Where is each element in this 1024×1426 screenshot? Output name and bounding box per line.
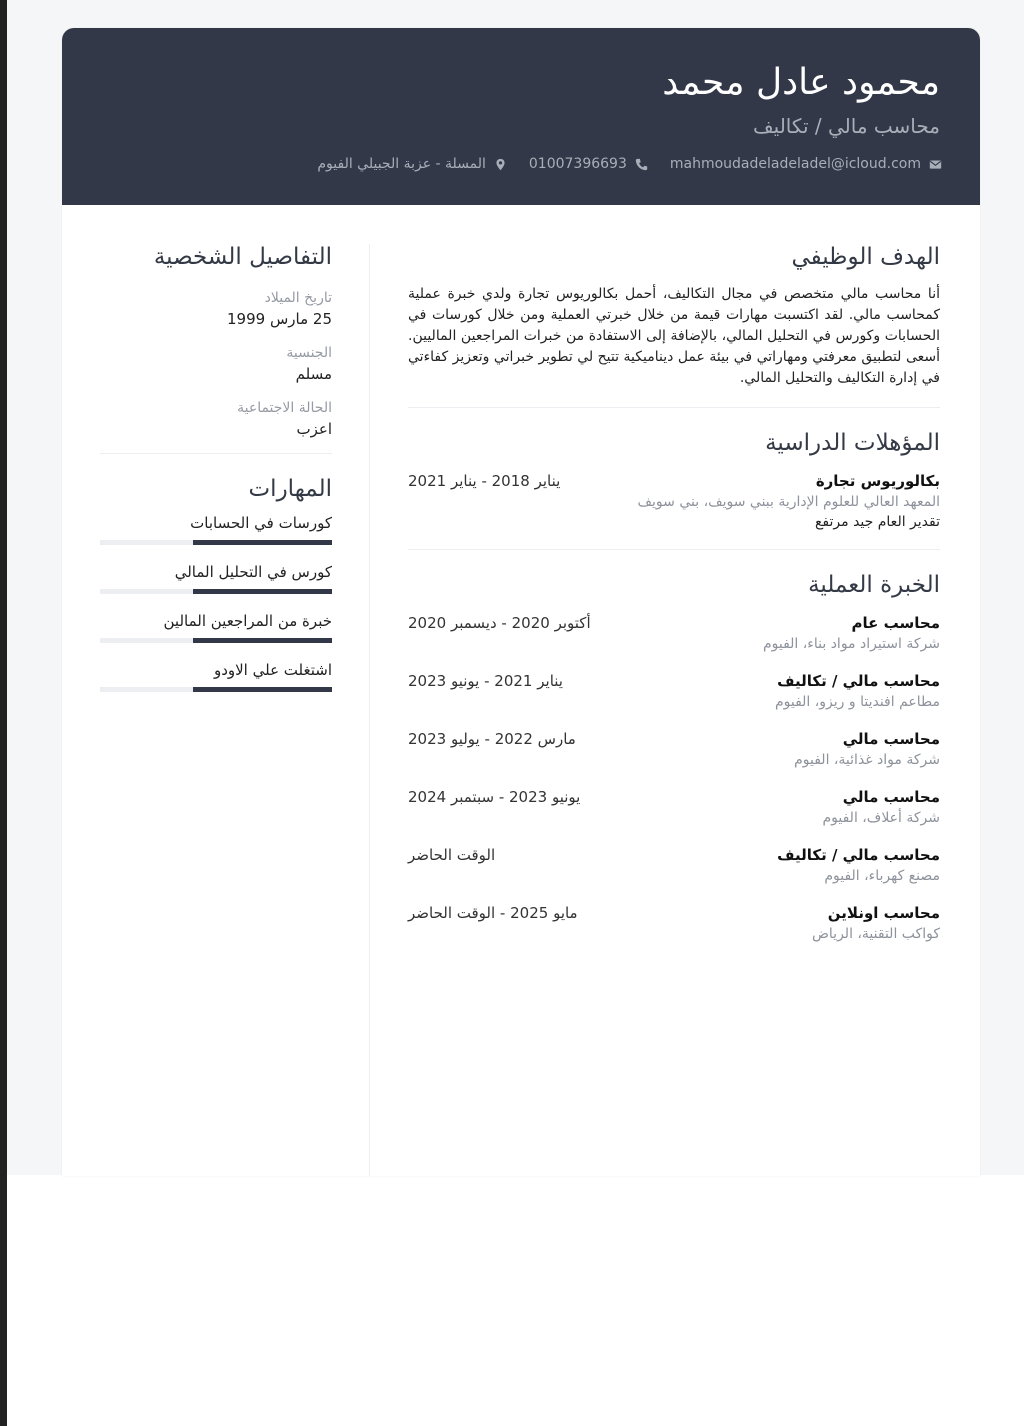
candidate-name: محمود عادل محمد xyxy=(662,62,940,103)
contact-location xyxy=(317,156,507,172)
company: شركة استيراد مواد بناء، الفيوم xyxy=(762,636,940,652)
phone-text: 01007396693 xyxy=(528,156,627,172)
skill-bar xyxy=(100,638,332,643)
job-title: محاسب مالي / تكاليف xyxy=(777,846,940,864)
skill-item xyxy=(100,659,332,692)
personal-heading: التفاصيل الشخصية xyxy=(153,244,332,270)
job-title: محاسب مالي xyxy=(842,788,940,806)
company: شركة مواد غذائية، الفيوم xyxy=(794,752,940,768)
contact-email[interactable] xyxy=(670,156,942,172)
main-column xyxy=(408,244,940,960)
education-heading: المؤهلات الدراسية xyxy=(765,430,940,456)
email-text: mahmoudadeladeladel@icloud.com xyxy=(669,156,921,172)
experience-heading: الخبرة العملية xyxy=(808,572,940,598)
resume-header xyxy=(62,28,980,205)
marital-status-label: الحالة الاجتماعية xyxy=(237,400,332,416)
company: مصنع كهرباء، الفيوم xyxy=(824,868,940,884)
experience-entry xyxy=(408,612,940,654)
resume-card xyxy=(62,28,980,1176)
job-dates: يونيو 2023 - سبتمبر 2024 xyxy=(408,788,581,806)
left-edge-bar xyxy=(0,0,7,1426)
education-info xyxy=(638,470,940,533)
experience-info xyxy=(794,728,940,770)
grade: تقدير العام جيد مرتفع xyxy=(814,514,940,530)
section-divider xyxy=(408,407,940,408)
skill-item xyxy=(100,610,332,643)
skill-name: خبرة من المراجعين المالين xyxy=(163,612,332,630)
experience-entry xyxy=(408,670,940,712)
job-title: محاسب اونلاين xyxy=(827,904,940,922)
skill-bar-fill xyxy=(193,638,332,643)
envelope-icon xyxy=(929,158,942,171)
objective-section xyxy=(408,244,940,389)
skills-section xyxy=(100,476,332,692)
phone-icon xyxy=(635,158,648,171)
skills-heading: المهارات xyxy=(248,476,332,502)
company: شركة أعلاف، الفيوم xyxy=(822,810,940,826)
section-divider xyxy=(408,549,940,550)
degree: بكالوريوس تجارة xyxy=(815,472,940,490)
section-divider xyxy=(100,453,332,454)
objective-heading: الهدف الوظيفي xyxy=(791,244,940,270)
job-dates: الوقت الحاضر xyxy=(408,846,496,864)
company: كواكب التقنية، الرياض xyxy=(811,926,940,942)
experience-section xyxy=(408,572,940,944)
education-section xyxy=(408,430,940,533)
skill-bar xyxy=(100,589,332,594)
objective-text: أنا محاسب مالي متخصص في مجال التكاليف، أحمل بكالوريوس تجارة ولدي خبرة عملية كمحاسب مالي. لقد اكتسبت مهارات قيمة من خلال خبرتي العملية ومن خلال كورسات في الحسابات وكورس في التحليل المالي، بالإضافة إلى الاستفادة من خبرات المراجعين الماليين. أسعى لتطبيق معرفتي ومهاراتي في بيئة عمل ديناميكية تتيح لي تطوير خبراتي وتعزيز كفاءتي في إدارة التكاليف والتحليل المالي. xyxy=(408,286,940,386)
birthdate-value: 25 مارس 1999 xyxy=(227,310,332,328)
skill-bar-fill xyxy=(193,687,332,692)
job-dates: مارس 2022 - يوليو 2023 xyxy=(408,730,576,748)
skill-bar xyxy=(100,687,332,692)
skill-name: كورس في التحليل المالي xyxy=(174,563,332,581)
experience-info xyxy=(775,670,940,712)
skill-bar-fill xyxy=(193,540,332,545)
skill-bar-fill xyxy=(193,589,332,594)
experience-entry xyxy=(408,902,940,944)
skill-bar xyxy=(100,540,332,545)
job-title: محاسب عام xyxy=(851,614,940,632)
job-dates: مايو 2025 - الوقت الحاضر xyxy=(408,904,578,922)
job-dates: أكتوبر 2020 - ديسمبر 2020 xyxy=(408,614,591,632)
personal-details-section xyxy=(100,244,332,440)
job-title: محاسب مالي / تكاليف xyxy=(777,672,940,690)
experience-info xyxy=(812,902,940,944)
contact-phone[interactable] xyxy=(529,156,648,172)
experience-info xyxy=(822,786,940,828)
job-title: محاسب مالي xyxy=(842,730,940,748)
institution: المعهد العالي للعلوم الإدارية ببني سويف، بني سويف xyxy=(637,494,940,510)
location-text: المسلة - عزبة الجبيلي الفيوم xyxy=(317,156,486,172)
birthdate-label: تاريخ الميلاد xyxy=(264,290,332,306)
nationality-label: الجنسية xyxy=(286,345,332,361)
skill-name: كورسات في الحسابات xyxy=(190,514,332,532)
skill-item xyxy=(100,512,332,545)
skill-item xyxy=(100,561,332,594)
experience-entry xyxy=(408,728,940,770)
education-dates: يناير 2018 - يناير 2021 xyxy=(408,472,561,490)
experience-entry xyxy=(408,786,940,828)
skill-name: اشتغلت علي الاودو xyxy=(213,661,332,679)
map-pin-icon xyxy=(494,158,507,171)
column-divider xyxy=(369,244,370,1176)
contact-row xyxy=(317,156,942,172)
experience-info xyxy=(763,612,940,654)
company: مطاعم افنديتا و ريزو، الفيوم xyxy=(774,694,940,710)
candidate-title: محاسب مالي / تكاليف xyxy=(752,114,940,138)
education-entry xyxy=(408,470,940,533)
experience-entry xyxy=(408,844,940,886)
side-column xyxy=(100,244,332,708)
nationality-value: مسلم xyxy=(295,365,332,383)
experience-info xyxy=(777,844,940,886)
marital-status-value: اعزب xyxy=(296,420,332,438)
job-dates: يناير 2021 - يونيو 2023 xyxy=(408,672,563,690)
